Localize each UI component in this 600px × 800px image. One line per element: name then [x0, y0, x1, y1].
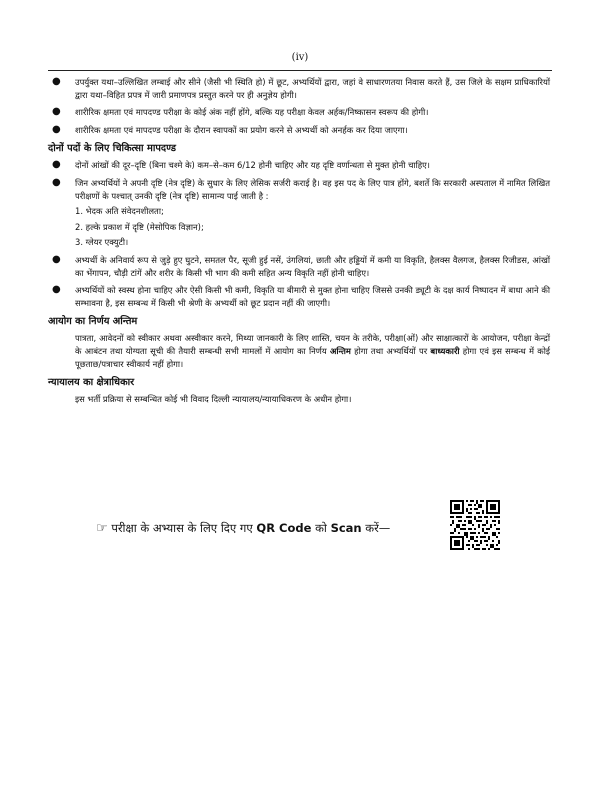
- header-rule: [48, 70, 552, 71]
- list-item: ● अभ्यर्थी के अनिवार्य रूप से जुड़े हुए घुटने, समतल पैर, सूजी हुई नसें, उंगलियां, छाती और हड्डियों में कमी या विकृति, हैलक्स वैलगज, हैलक्स रिजीडस, आंखों का भेंगापन, चौड़ी टांगें और शरीर के किसी भी भाग की कमी सहित अन्य विकृति नहीं होनी चाहिए।: [52, 253, 550, 278]
- list-item: ● शारीरिक क्षमता एवं मापदण्ड परीक्षा के कोई अंक नहीं होंगे, बल्कि यह परीक्षा केवल अर्हक/निष्कासन स्वरूप की होगी।: [52, 106, 429, 118]
- hand-pointing-icon: ☞: [96, 521, 108, 536]
- page-number: (iv): [291, 52, 309, 63]
- section1-bullets: [48, 76, 550, 136]
- qr-promo-line: ☞ परीक्षा के अभ्यास के लिए दिए गए QR Code को Scan करें—: [96, 521, 391, 536]
- bullet-icon: ●: [52, 253, 61, 265]
- bullet-icon: ●: [52, 76, 61, 87]
- medical-standards-bullets: [48, 159, 550, 309]
- sub-list-item: 3. ग्लेयर एक्युटी।: [75, 237, 129, 248]
- jurisdiction-heading: न्यायालय का क्षेत्राधिकार: [48, 377, 135, 389]
- qr-code-icon[interactable]: [450, 500, 500, 550]
- commission-decision-heading: आयोग का निर्णय अन्तिम: [48, 316, 138, 328]
- lasik-test-list: [75, 205, 550, 249]
- list-item: ● दोनों आंखों की दूर–दृष्टि (बिना चश्मे के) कम–से–कम 6/12 होनी चाहिए और यह दृष्टि वर्णान्धता से मुक्त होनी चाहिए।: [52, 159, 430, 171]
- list-item: ● जिन अभ्यर्थियों ने अपनी दृष्टि (नेत्र दृष्टि) के सुधार के लिए लेसिक सर्जरी कराई है। वह इस पद के लिए पात्र होंगे, बशर्ते कि सरकारी अस्पताल में नामित लिखित परीक्षणों के पश्चात् उनकी दृष्टि (नेत्र दृष्टि) सामान्य पाई जाती है : 1. भेदक अति संवेदनशीलता; 2. हल्के प्रकाश में दृष्टि (मेसोपिक विज्ञान); 3. ग्लेयर एक्युटी।: [52, 176, 550, 248]
- sub-list-item: 1. भेदक अति संवेदनशीलता;: [75, 206, 164, 217]
- scan-emphasis: Scan: [330, 521, 362, 535]
- jurisdiction-text: इस भर्ती प्रक्रिया से सम्बन्धित कोई भी विवाद दिल्ली न्यायालय/न्यायाधिकरण के अधीन होगा।: [75, 394, 352, 405]
- medical-standards-heading: दोनों पदों के लिए चिकित्सा मापदण्ड: [48, 143, 177, 155]
- list-item: ● अभ्यर्थियों को स्वस्थ होना चाहिए और ऐसी किसी भी कमी, विकृति या बीमारी से मुक्त होना चाहिए जिससे उनकी ड्यूटी के दक्ष कार्य निष्पादन में बाधा आने की सम्भावना है, इस सम्बन्ध में किसी भी श्रेणी के अभ्यर्थी को छूट प्रदान नहीं की जाएगी।: [52, 284, 550, 308]
- final-emphasis: अन्तिम: [329, 345, 351, 356]
- bullet-icon: ●: [52, 159, 61, 171]
- bullet-icon: ●: [52, 106, 61, 118]
- list-item: ● शारीरिक क्षमता एवं मापदण्ड परीक्षा के दौरान स्वापकों का प्रयोग करने से अभ्यर्थी को अनर्हक कर दिया जाएगा।: [52, 123, 408, 135]
- page-content: [48, 76, 550, 412]
- binding-emphasis: बाध्यकारी: [430, 345, 460, 356]
- bullet-icon: ●: [52, 176, 61, 188]
- list-item: ● उपर्युक्त यथा–उल्लिखित लम्बाई और सीने (जैसी भी स्थिति हो) में छूट, अभ्यर्थियों द्वारा, जहां वे साधारणतया निवास करते हैं, उस जिले के सक्षम प्राधिकारियों द्वारा यथा–विहित प्रपत्र में जारी प्रमाणपत्र प्रस्तुत करने पर ही अनुज्ञेय होगी।: [52, 76, 550, 100]
- bullet-icon: ●: [52, 123, 61, 135]
- commission-decision-text: पात्रता, आवेदनों को स्वीकार अथवा अस्वीकार करने, मिथ्या जानकारी के लिए शास्ति, चयन के तरीके, परीक्षा(ओं) और साक्षात्कारों के आयोजन, परीक्षा केन्द्रों के आबंटन तथा योग्यता सूची की तैयारी सम्बन्धी सभी मामलों में आयोग का निर्णय अन्तिम होगा तथा अभ्यर्थियों पर बाध्यकारी होगा एवं इस सम्बन्ध में कोई पूछताछ/पत्राचार स्वीकार्य नहीं होगा।: [75, 333, 550, 369]
- bullet-icon: ●: [52, 284, 61, 296]
- sub-list-item: 2. हल्के प्रकाश में दृष्टि (मेसोपिक विज्ञान);: [75, 221, 204, 232]
- qr-code-emphasis: QR Code: [256, 521, 312, 535]
